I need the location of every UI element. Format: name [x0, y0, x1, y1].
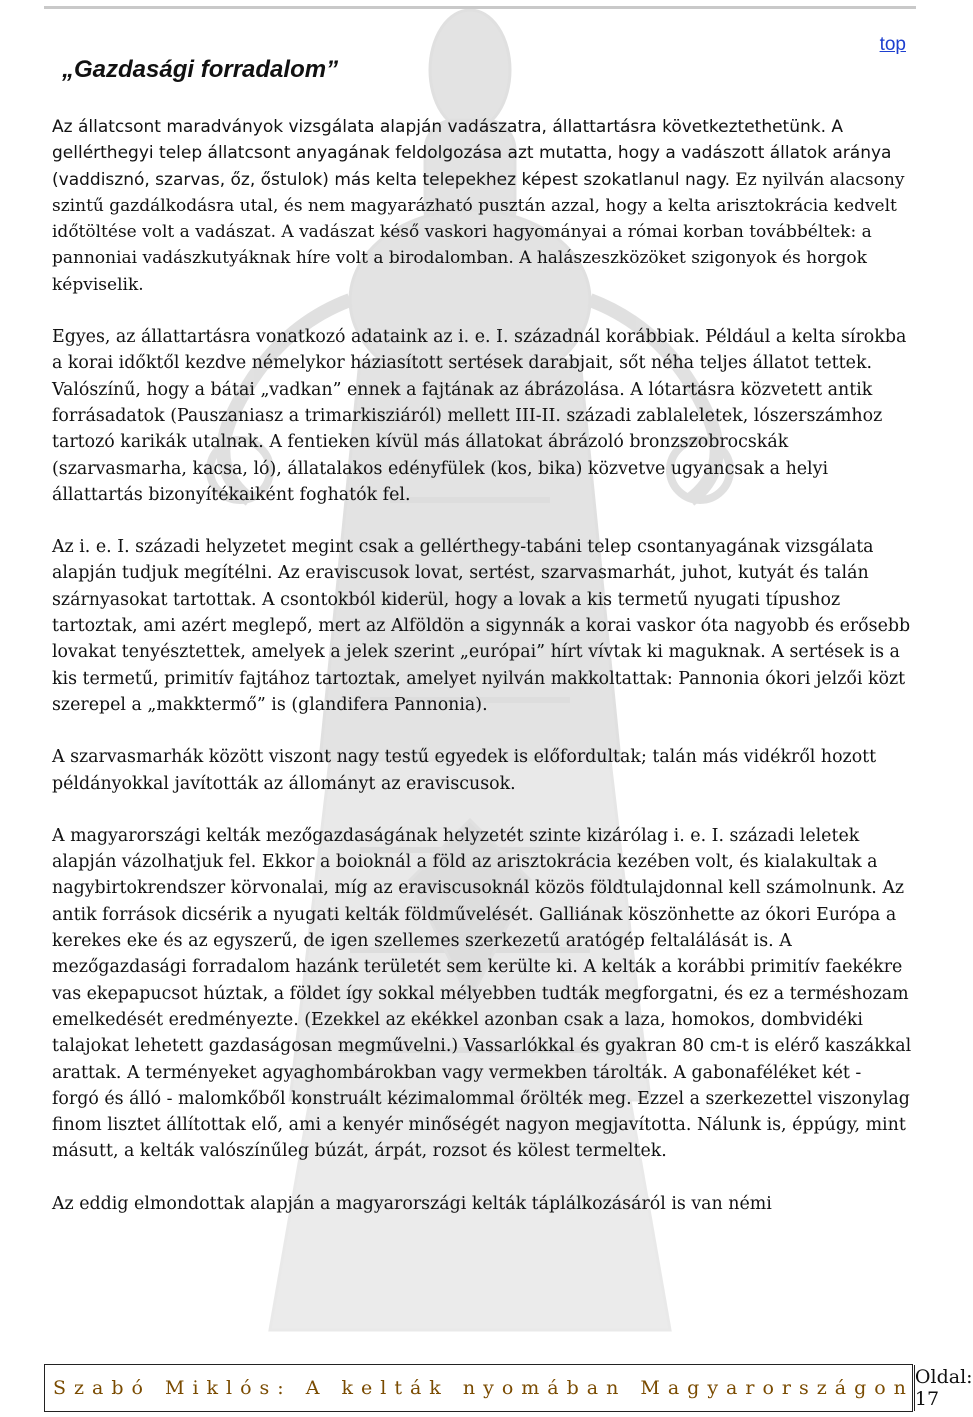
page-footer: [44, 1364, 973, 1412]
paragraph-animal-husbandry: Egyes, az állattartásra vonatkozó adataink az i. e. I. századnál korábbiak. Például a kelta sírokba a korai időktől kezdve némelykor háziasított sertések darabjait, sőt néha teljes állatot tettek. Valószínű, hogy a bátai „vadkan” ennek a fajtának az ábrázolása. A lótartásra közvetett antik forrásadatok (Pauszaniasz a trimarkisziáról) mellett III-II. századi zablaleletek, lószerszámhoz tartozó karikák utalnak. A fentieken kívül más állatokat ábrázoló bronzszobrocskák (szarvasmarha, kacsa, ló), állatalakos edényfülek (kos, bika) közvetve ugyancsak a helyi állattartás bizonyítékaiként foghatók fel.: [52, 327, 907, 505]
footer-page-number: Oldal: 17: [914, 1366, 973, 1410]
top-link[interactable]: top: [879, 34, 906, 55]
footer-book-title: Szabó Miklós: A kelták nyomában Magyarországon: [53, 1377, 914, 1399]
paragraph-cattle: A szarvasmarhák között viszont nagy testű egyedek is előfordultak; talán más vidékről hozott példányokkal javították az állományt az eraviscusok.: [52, 747, 877, 794]
document-body: [52, 114, 912, 1243]
paragraph-hunting-sans-text: Az állatcsont maradványok vizsgálata alapján vadászatra, állattartásra következtethetünk. A gellérthegyi telep állatcsont anyagának feldolgozása azt mutatta, hogy a vadászott állatok aránya (vaddisznó, szarvas, őz, őstulok) más kelta telepekhez képest szokatlanul nagy.: [52, 117, 892, 190]
page-top-border: [44, 6, 916, 9]
paragraph-hunting-serif-text: Ez nyilván alacsony szintű gazdálkodásra utal, és nem magyarázható pusztán azzal, hogy a kelta arisztokrácia kedvelt időtöltése volt a vadászat. A vadászat késő vaskori hagyományai a római korban továbbéltek: a pannoniai vadászkutyáknak híre volt a birodalomban. A halászeszközöket szigonyok és horgok képviselik.: [52, 169, 905, 295]
paragraph-eraviscus-livestock: Az i. e. I. századi helyzetet megint csak a gellérthegy-tabáni telep csontanyagának vizsgálata alapján tudjuk megítélni. Az eraviscusok lovat, sertést, szarvasmarhát, juhot, kutyát és talán szárnyasokat tartottak. A csontokból kiderül, hogy a lovak a kis termetű nyugati típushoz tartoztak, ami azért meglepő, mert az Alföldön a sigynnák a korai vaskor óta nagyobb és erősebb lovakat tenyésztettek, amelyek a jelek szerint „európai” hírt vívtak ki maguknak. A sertések is a kis termetű, primitív fajtához tartoztak, amelyet nyilván makkoltattak: Pannonia ókori jelzői közt szerepel a „makktermő” is (glandifera Pannonia).: [52, 537, 911, 715]
paragraph-nutrition: Az eddig elmondottak alapján a magyarországi kelták táplálkozásáról is van némi: [52, 1193, 772, 1214]
page-title: „Gazdasági forradalom”: [62, 56, 339, 83]
paragraph-agriculture: A magyarországi kelták mezőgazdaságának helyzetét szinte kizárólag i. e. I. századi leletek alapján vázolhatjuk fel. Ekkor a boioknál a föld az arisztokrácia kezében volt, és kialakultak a nagybirtokrendszer körvonalai, míg az eraviscusoknál közös földtulajdonnal kell számolnunk. Az antik források dicsérik a nyugati kelták földművelését. Galliának köszönhette az ókori Európa a kerekes eke és az egyszerű, de igen szellemes szerkezetű aratógép feltalálását is. A mezőgazdasági forradalom hazánk területét sem kerülte ki. A kelták a korábbi primitív faekékre vas ekepapucsot húztak, a földet így sokkal mélyebben tudták megforgatni, és ez a terméshozam emelkedését eredményezte. (Ezekkel az ekékkel azonban csak a laza, homokos, dombvidéki talajokat lehetett gazdaságosan megművelni.) Vassarlókkal és gyakran 80 cm-t is elérő kaszákkal arattak. A terményeket agyaghombárokban vagy vermekben tárolták. A gabonaféléket két - forgó és álló - malomkőből konstruált kézimalommal őrölték meg. Ezzel a szerkezettel viszonylag finom lisztet állítottak elő, ami a kenyér minőségét nagyon megjavította. Nálunk is, éppúgy, mint másutt, a kelták valószínűleg búzát, árpát, rozsot és kölest termeltek.: [52, 825, 912, 1162]
paragraph-hunting: [52, 114, 912, 298]
